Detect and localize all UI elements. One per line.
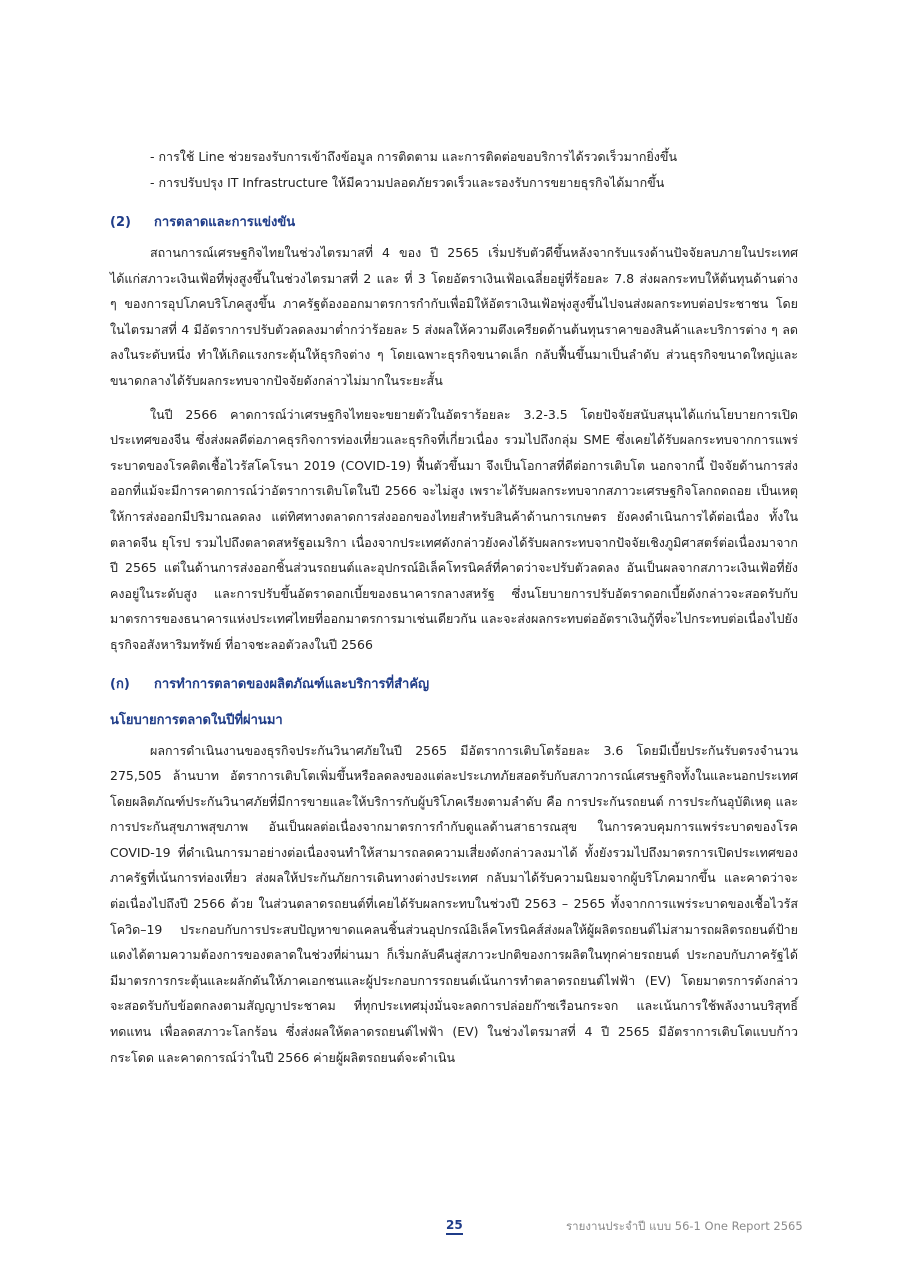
section-title: การตลาดและการแข่งขัน [154, 215, 296, 230]
subheading-marketing-policy: นโยบายการตลาดในปีที่ผ่านมา [110, 712, 283, 728]
section-number: (2) [110, 215, 131, 230]
paragraph-economy-q4: สถานการณ์เศรษฐกิจไทยในช่วงไตรมาสที่ 4 ของ ปี 2565 เริ่มปรับตัวดีขึ้นหลังจากรับแรงด้านปัจจัยลบภายในประเทศ ได้แก่สภาวะเงินเฟ้อที่พุ่งสูงขึ้นในช่วงไตรมาสที่ 2 และ ที่ 3 โดยอัตราเงินเฟ้อเฉลี่ยอยู่ที่ร้อยละ 7.8 ส่งผลกระทบให้ต้นทุนด้านต่าง ๆ ของการอุปโภคบริโภคสูงขึ้น ภาครัฐต้องออกมาตรการกำกับเพื่อมิให้อัตราเงินเฟ้อพุ่งสูงขึ้นไปจนส่งผลกระทบต่อประชาชน โดยในไตรมาสที่ 4 มีอัตราการปรับตัวลดลงมาต่ำกว่าร้อยละ 5 ส่งผลให้ความตึงเครียดด้านต้นทุนราคาของสินค้าและบริการต่าง ๆ ลดลงในระดับหนึ่ง ทำให้เกิดแรงกระตุ้นให้ธุรกิจต่าง ๆ โดยเฉพาะธุรกิจขนาดเล็ก กลับฟื้นขึ้นมาเป็นลำดับ ส่วนธุรกิจขนาดใหญ่และขนาดกลางได้รับผลกระทบจากปัจจัยดังกล่าวไม่มากในระยะสั้น [110, 245, 798, 388]
page-number: 25 [446, 1218, 463, 1235]
bullet-line-service: - การใช้ Line ช่วยรองรับการเข้าถึงข้อมูล การติดตาม และการติดต่อขอบริการได้รวดเร็วมากยิ่งขึ้น [150, 149, 677, 164]
section-heading-product-marketing [110, 672, 798, 698]
page-footer [0, 1218, 906, 1242]
page-content [110, 144, 798, 1070]
section-number: (ก) [110, 676, 130, 692]
section-title: การทำการตลาดของผลิตภัณฑ์และบริการที่สำคัญ [154, 676, 430, 692]
paragraph-economy-forecast: ในปี 2566 คาดการณ์ว่าเศรษฐกิจไทยจะขยายตัวในอัตราร้อยละ 3.2-3.5 โดยปัจจัยสนับสนุนได้แก่นโยบายการเปิดประเทศของจีน ซึ่งส่งผลดีต่อภาคธุรกิจการท่องเที่ยวและธุรกิจที่เกี่ยวเนื่อง รวมไปถึงกลุ่ม SME ซึ่งเคยได้รับผลกระทบจากการแพร่ระบาดของโรคติดเชื้อไวรัสโคโรนา 2019 (COVID-19) ฟื้นตัวขึ้นมา จึงเป็นโอกาสที่ดีต่อการเติบโต นอกจากนี้ ปัจจัยด้านการส่งออกที่แม้จะมีการคาดการณ์ว่าอัตราการเติบโตในปี 2566 จะไม่สูง เพราะได้รับผลกระทบจากสภาวะเศรษฐกิจโลกถดถอย เป็นเหตุให้การส่งออกมีปริมาณลดลง แต่ทิศทางตลาดการส่งออกของไทยสำหรับสินค้าด้านการเกษตร ยังคงดำเนินการได้ต่อเนื่อง ทั้งในตลาดจีน ยุโรป รวมไปถึงตลาดสหรัฐอเมริกา เนื่องจากประเทศดังกล่าวยังคงได้รับผลกระทบจากปัจจัยเชิงภูมิศาสตร์ต่อเนื่องมาจากปี 2565 แต่ในด้านการส่งออกชิ้นส่วนรถยนต์และอุปกรณ์อิเล็คโทรนิคส์ที่คาดว่าจะปรับตัวลดลง อันเป็นผลจากสภาวะเงินเฟ้อที่ยังคงอยู่ในระดับสูง และการปรับขึ้นอัตราดอกเบี้ยของธนาคารกลางสหรัฐ ซึ่งนโยบายการปรับอัตราดอกเบี้ยดังกล่าวจะสอดรับกับมาตรการของธนาคารแห่งประเทศไทยที่ออกมาตรการมาเช่นเดียวกัน และจะส่งผลกระทบต่ออัตราเงินกู้ที่จะไปกระทบต่อเนื่องไปยังธุรกิจอสังหาริมทรัพย์ ที่อาจชะลอตัวลงในปี 2566 [110, 406, 798, 652]
paragraph-insurance-performance: ผลการดำเนินงานของธุรกิจประกันวินาศภัยในปี 2565 มีอัตราการเติบโตร้อยละ 3.6 โดยมีเบี้ยประกันรับตรงจำนวน 275,505 ล้านบาท อัตราการเติบโตเพิ่มขึ้นหรือลดลงของแต่ละประเภทภัยสอดรับกับสภาวการณ์เศรษฐกิจทั้งในและนอกประเทศ โดยผลิตภัณฑ์ประกันวินาศภัยที่มีการขายและให้บริการกับผู้บริโภคเรียงตามลำดับ คือ การประกันรถยนต์ การประกันอุบัติเหตุ และการประกันสุขภาพสุขภาพ อันเป็นผลต่อเนื่องจากมาตรการกำกับดูแลด้านสาธารณสุข ในการควบคุมการแพร่ระบาดของโรค COVID-19 ที่ดำเนินการมาอย่างต่อเนื่องจนทำให้สามารถลดความเสี่ยงดังกล่าวลงมาได้ ทั้งยังรวมไปถึงมาตรการเปิดประเทศของภาครัฐที่เน้นการท่องเที่ยว ส่งผลให้ประกันภัยการเดินทางต่างประเทศ กลับมาได้รับความนิยมจากผู้บริโภคมากขึ้น และคาดว่าจะต่อเนื่องไปถึงปี 2566 ด้วย ในส่วนตลาดรถยนต์ที่เคยได้รับผลกระทบในช่วงปี 2563 – 2565 ทั้งจากการแพร่ระบาดของเชื้อไวรัสโควิด–19 ประกอบกับการประสบปัญหาขาดแคลนชิ้นส่วนอุปกรณ์อิเล็คโทรนิคส์ส่งผลให้ผู้ผลิตรถยนต์ไม่สามารถผลิตรถยนต์ป้ายแดงได้ตามความต้องการของตลาดในช่วงที่ผ่านมา ก็เริ่มกลับคืนสู่สภาวะปกติของการผลิตในทุกค่ายรถยนต์ ประกอบกับภาครัฐได้มีมาตรการกระตุ้นและผลักดันให้ภาคเอกชนและผู้ประกอบการรถยนต์เน้นการทำตลาดรถยนต์ไฟฟ้า (EV) โดยมาตรการดังกล่าวจะสอดรับกับข้อตกลงตามสัญญาประชาคม ที่ทุกประเทศมุ่งมั่นจะลดการปล่อยก๊าซเรือนกระจก และเน้นการใช้พลังงานบริสุทธิ์ทดแทน เพื่อลดสภาวะโลกร้อน ซึ่งส่งผลให้ตลาดรถยนต์ไฟฟ้า (EV) ในช่วงไตรมาสที่ 4 ปี 2565 มีอัตราการเติบโตแบบก้าวกระโดด และคาดการณ์ว่าในปี 2566 ค่ายผู้ผลิตรถยนต์จะดำเนิน [110, 742, 798, 1065]
report-title: รายงานประจำปี แบบ 56-1 One Report 2565 [566, 1219, 803, 1233]
bullet-it-infrastructure: - การปรับปรุง IT Infrastructure ให้มีความปลอดภัยรวดเร็วและรองรับการขยายธุรกิจได้มากขึ้น [150, 175, 665, 190]
section-heading-marketing-competition [110, 210, 798, 236]
